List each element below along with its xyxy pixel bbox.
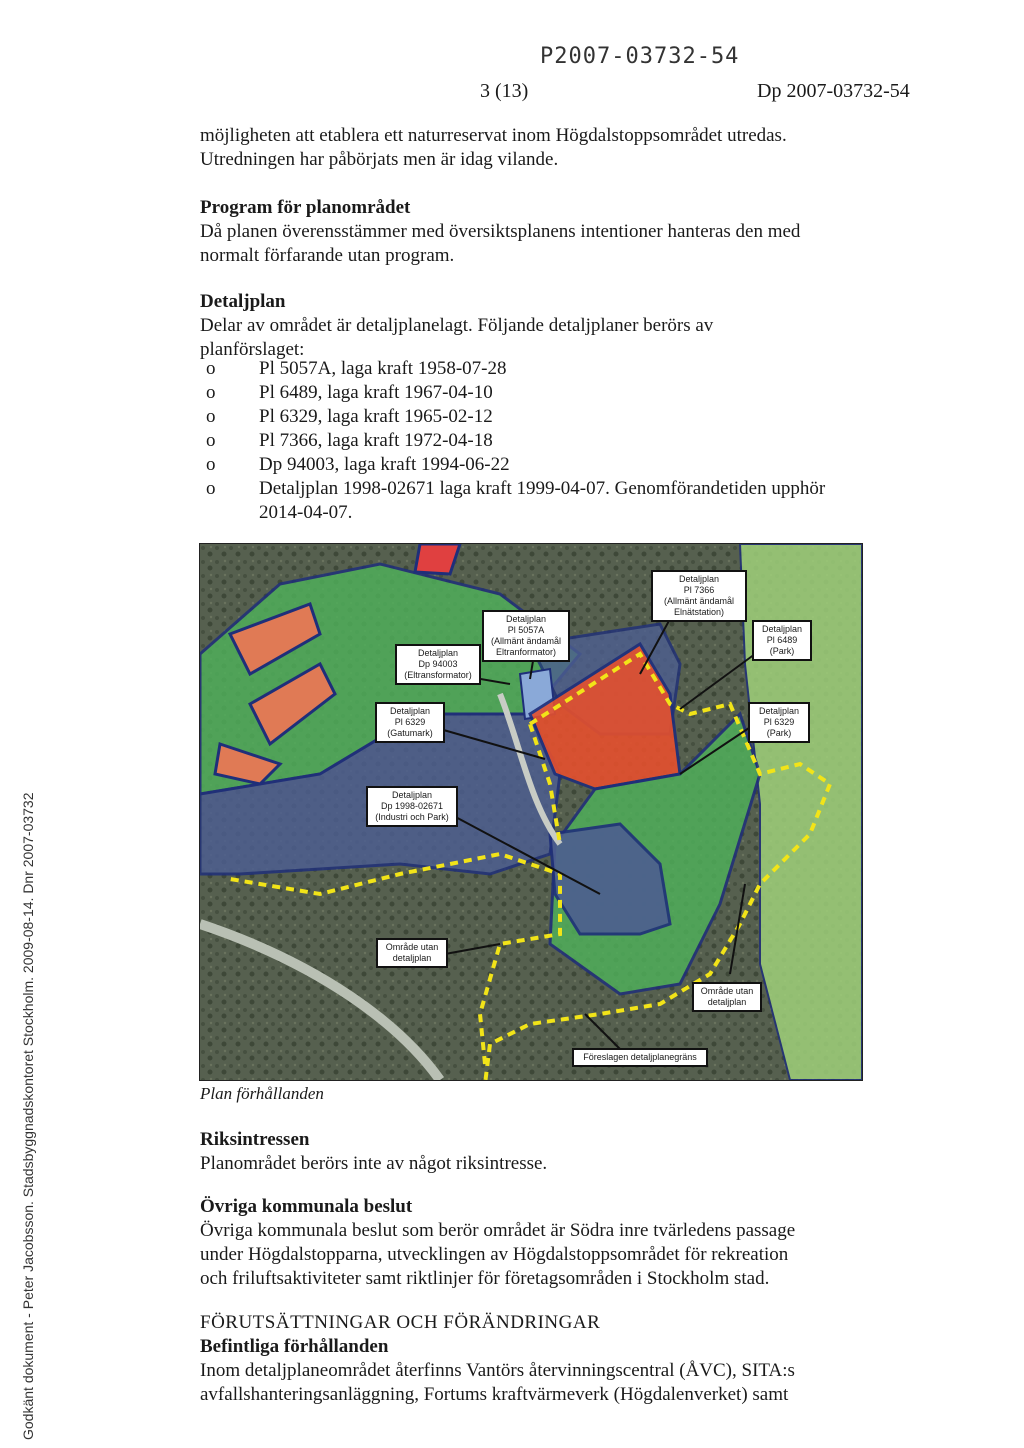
list-item-text: Dp 94003, laga kraft 1994-06-22 — [259, 454, 510, 475]
list-bullet: o — [206, 454, 216, 475]
callout-line: (Park) — [769, 646, 795, 656]
detaljplan-line: planförslaget: — [200, 339, 305, 360]
callout-pl5057a — [482, 610, 570, 662]
callout-dp1998-02671 — [366, 786, 458, 827]
callout-line: Eltranformator) — [495, 647, 557, 657]
ovriga-heading: Övriga kommunala beslut — [200, 1196, 413, 1217]
list-bullet: o — [206, 382, 216, 403]
callout-line: Pl 5057A — [507, 625, 545, 635]
callout-line: Detaljplan — [417, 648, 459, 658]
plan-map — [199, 543, 863, 1081]
document-reference: Dp 2007-03732-54 — [757, 80, 910, 102]
callout-pl6329-park — [748, 702, 810, 743]
map-caption: Plan förhållanden — [200, 1084, 324, 1103]
callout-line: Detaljplan — [391, 790, 433, 800]
callout-line: Pl 7366 — [683, 585, 715, 595]
callout-line: Detaljplan — [389, 706, 431, 716]
callout-line: Detaljplan — [505, 614, 547, 624]
callout-line: detaljplan — [707, 997, 747, 1007]
callout-line: (Industri och Park) — [375, 812, 449, 822]
list-item-text: Pl 6329, laga kraft 1965-02-12 — [259, 406, 493, 427]
callout-pl7366 — [651, 570, 747, 622]
document-stamp: P2007-03732-54 — [540, 44, 740, 69]
callout-line: Detaljplan — [761, 624, 803, 634]
callout-line: detaljplan — [392, 953, 432, 963]
list-item-text: Pl 7366, laga kraft 1972-04-18 — [259, 430, 493, 451]
ovriga-line: Övriga kommunala beslut som berör området är Södra inre tvärledens passage — [200, 1220, 796, 1241]
forutsattningar-heading: FÖRUTSÄTTNINGAR OCH FÖRÄNDRINGAR — [200, 1312, 601, 1333]
callout-line: Pl 6329 — [394, 717, 426, 727]
program-line: Då planen överensstämmer med översiktsplanens intentioner hanteras den med — [200, 221, 801, 242]
callout-line: (Allmänt ändamål — [490, 636, 562, 646]
callout-omrade-utan-2 — [692, 982, 762, 1012]
callout-line: (Park) — [766, 728, 792, 738]
list-item — [200, 477, 840, 525]
callout-line: Detaljplan — [678, 574, 720, 584]
detaljplan-list — [200, 357, 840, 525]
program-heading: Program för planområdet — [200, 197, 411, 218]
ovriga-line: under Högdalstopparna, utvecklingen av Högdalstoppsområdet för rekreation — [200, 1244, 789, 1265]
intro-paragraph — [200, 124, 840, 172]
list-bullet: o — [206, 430, 216, 451]
page-number: 3 (13) — [480, 80, 529, 102]
riksintressen-section — [200, 1128, 840, 1176]
program-line: normalt förfarande utan program. — [200, 245, 455, 266]
callout-foreslagen-grans — [572, 1048, 708, 1067]
list-item — [200, 381, 840, 405]
list-item — [200, 357, 840, 381]
callout-omrade-utan-1 — [376, 938, 448, 968]
callout-line: Dp 1998-02671 — [380, 801, 444, 811]
riksintressen-heading: Riksintressen — [200, 1129, 310, 1150]
forutsattningar-section — [200, 1311, 840, 1407]
callout-line: Elnätstation) — [673, 607, 725, 617]
callout-line: Detaljplan — [758, 706, 800, 716]
list-bullet: o — [206, 358, 216, 379]
approval-side-text: Godkänt dokument - Peter Jacobsson. Stadsbyggnadskontoret Stockholm. 2009-08-14. Dnr 2007-03732 — [20, 792, 36, 1440]
list-bullet: o — [206, 478, 216, 499]
list-item — [200, 405, 840, 429]
detaljplan-heading: Detaljplan — [200, 291, 286, 312]
callout-dp94003 — [395, 644, 481, 685]
list-item — [200, 429, 840, 453]
callout-line: (Eltransformator) — [404, 670, 472, 680]
detaljplan-line: Delar av området är detaljplanelagt. Följande detaljplaner berörs av — [200, 315, 714, 336]
intro-line: möjligheten att etablera ett naturreservat inom Högdalstoppsområdet utredas. — [200, 125, 787, 146]
callout-line: Dp 94003 — [418, 659, 458, 669]
callout-pl6329-gatumark — [375, 702, 445, 743]
befintliga-heading: Befintliga förhållanden — [200, 1336, 389, 1357]
callout-line: Pl 6489 — [766, 635, 798, 645]
list-bullet: o — [206, 406, 216, 427]
detaljplan-section — [200, 290, 840, 362]
list-item-text: Pl 6489, laga kraft 1967-04-10 — [259, 382, 493, 403]
callout-line: Pl 6329 — [763, 717, 795, 727]
callout-pl6489 — [752, 620, 812, 661]
list-item-text: Detaljplan 1998-02671 laga kraft 1999-04-07. Genomförandetiden upphör 2014-04-07. — [259, 478, 826, 523]
program-section — [200, 196, 840, 268]
list-item-text: Pl 5057A, laga kraft 1958-07-28 — [259, 358, 507, 379]
callout-line: Område utan — [385, 942, 439, 952]
ovriga-line: och friluftsaktiviteter samt riktlinjer för företagsområden i Stockholm stad. — [200, 1268, 770, 1289]
callout-line: Föreslagen detaljplanegräns — [583, 1052, 697, 1062]
callout-line: (Gatumark) — [387, 728, 433, 738]
list-item — [200, 453, 840, 477]
forutsattningar-line: Inom detaljplaneområdet återfinns Vantörs återvinningscentral (ÅVC), SITA:s — [200, 1360, 795, 1381]
ovriga-section — [200, 1195, 840, 1291]
callout-line: Område utan — [700, 986, 754, 996]
forutsattningar-line: avfallshanteringsanläggning, Fortums kraftvärmeverk (Högdalenverket) samt — [200, 1384, 789, 1405]
callout-line: (Allmänt ändamål — [663, 596, 735, 606]
intro-line: Utredningen har påbörjats men är idag vilande. — [200, 149, 559, 170]
riksintressen-line: Planområdet berörs inte av något riksintresse. — [200, 1153, 548, 1174]
